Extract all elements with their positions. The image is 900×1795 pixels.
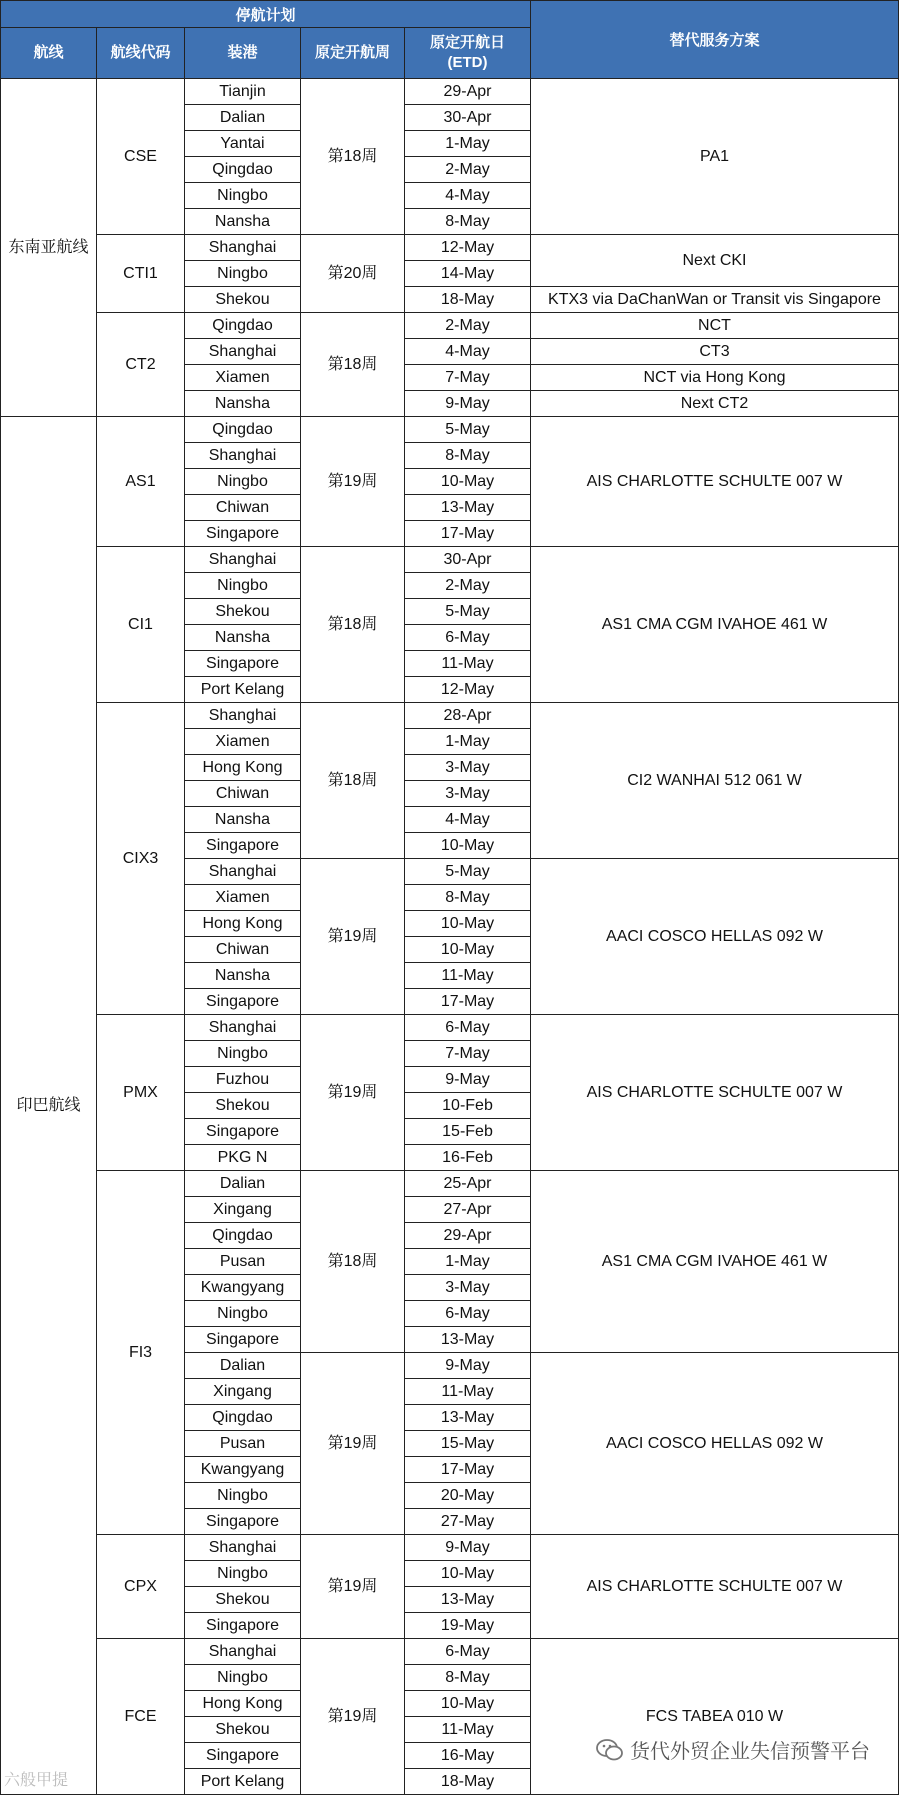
port-cell: Xiamen <box>185 729 301 755</box>
port-cell: Shekou <box>185 1717 301 1743</box>
port-cell: Nansha <box>185 391 301 417</box>
etd-cell: 27-Apr <box>405 1197 531 1223</box>
port-cell: Singapore <box>185 521 301 547</box>
port-cell: Hong Kong <box>185 1691 301 1717</box>
alt-service-cell: AIS CHARLOTTE SCHULTE 007 W <box>531 1535 899 1639</box>
port-cell: Xiamen <box>185 885 301 911</box>
alt-service-cell: NCT <box>531 313 899 339</box>
etd-cell: 13-May <box>405 495 531 521</box>
etd-cell: 11-May <box>405 1379 531 1405</box>
route-code-cell: PMX <box>97 1015 185 1171</box>
port-cell: Shanghai <box>185 703 301 729</box>
col-header-week: 原定开航周 <box>301 28 405 79</box>
col-header-port: 装港 <box>185 28 301 79</box>
etd-cell: 8-May <box>405 1665 531 1691</box>
table-row <box>1 417 899 443</box>
etd-cell: 11-May <box>405 1717 531 1743</box>
port-cell: Kwangyang <box>185 1457 301 1483</box>
route-code-cell: CI1 <box>97 547 185 703</box>
etd-cell: 4-May <box>405 183 531 209</box>
etd-cell: 27-May <box>405 1509 531 1535</box>
etd-cell: 3-May <box>405 755 531 781</box>
port-cell: Dalian <box>185 105 301 131</box>
port-cell: Nansha <box>185 625 301 651</box>
etd-cell: 2-May <box>405 157 531 183</box>
port-cell: PKG N <box>185 1145 301 1171</box>
week-cell: 第18周 <box>301 703 405 859</box>
port-cell: Singapore <box>185 1119 301 1145</box>
port-cell: Xingang <box>185 1197 301 1223</box>
etd-cell: 16-Feb <box>405 1145 531 1171</box>
etd-cell: 4-May <box>405 339 531 365</box>
alt-service-cell: CT3 <box>531 339 899 365</box>
wechat-icon <box>596 1739 624 1761</box>
route-name-cell: 印巴航线 <box>1 417 97 1795</box>
etd-cell: 2-May <box>405 573 531 599</box>
table-row <box>1 79 899 105</box>
watermark-left: 六般甲提 <box>4 1772 69 1789</box>
port-cell: Singapore <box>185 1613 301 1639</box>
week-cell: 第18周 <box>301 79 405 235</box>
table-row <box>1 1535 899 1561</box>
etd-cell: 10-May <box>405 1691 531 1717</box>
port-cell: Shanghai <box>185 235 301 261</box>
alt-service-cell: AS1 CMA CGM IVAHOE 461 W <box>531 1171 899 1353</box>
etd-cell: 17-May <box>405 989 531 1015</box>
etd-cell: 29-Apr <box>405 1223 531 1249</box>
week-cell: 第19周 <box>301 417 405 547</box>
route-code-cell: CSE <box>97 79 185 235</box>
etd-cell: 8-May <box>405 885 531 911</box>
port-cell: Singapore <box>185 1327 301 1353</box>
port-cell: Shanghai <box>185 1535 301 1561</box>
etd-cell: 17-May <box>405 1457 531 1483</box>
week-cell: 第19周 <box>301 1535 405 1639</box>
col-header-etd-line1: 原定开航日 <box>429 34 505 51</box>
port-cell: Ningbo <box>185 573 301 599</box>
port-cell: Shanghai <box>185 859 301 885</box>
alt-service-cell: AACI COSCO HELLAS 092 W <box>531 1353 899 1535</box>
etd-cell: 9-May <box>405 391 531 417</box>
etd-cell: 1-May <box>405 1249 531 1275</box>
route-code-cell: AS1 <box>97 417 185 547</box>
alt-service-cell: Next CT2 <box>531 391 899 417</box>
port-cell: Singapore <box>185 1743 301 1769</box>
alt-service-cell: KTX3 via DaChanWan or Transit vis Singapore <box>531 287 899 313</box>
route-code-cell: FI3 <box>97 1171 185 1535</box>
port-cell: Qingdao <box>185 1405 301 1431</box>
port-cell: Kwangyang <box>185 1275 301 1301</box>
alt-service-cell: PA1 <box>531 79 899 235</box>
etd-cell: 19-May <box>405 1613 531 1639</box>
port-cell: Shekou <box>185 599 301 625</box>
group-title: 停航计划 <box>1 1 531 28</box>
etd-cell: 10-May <box>405 1561 531 1587</box>
col-header-alt-service: 替代服务方案 <box>531 1 899 79</box>
col-header-route: 航线 <box>1 28 97 79</box>
etd-cell: 5-May <box>405 599 531 625</box>
port-cell: Shanghai <box>185 339 301 365</box>
port-cell: Port Kelang <box>185 677 301 703</box>
port-cell: Chiwan <box>185 781 301 807</box>
port-cell: Hong Kong <box>185 911 301 937</box>
port-cell: Shanghai <box>185 1639 301 1665</box>
alt-service-cell: FCS TABEA 010 W <box>531 1639 899 1795</box>
port-cell: Xiamen <box>185 365 301 391</box>
port-cell: Qingdao <box>185 417 301 443</box>
port-cell: Port Kelang <box>185 1769 301 1795</box>
port-cell: Tianjin <box>185 79 301 105</box>
col-header-etd <box>405 28 531 79</box>
week-cell: 第19周 <box>301 1639 405 1795</box>
etd-cell: 13-May <box>405 1587 531 1613</box>
port-cell: Chiwan <box>185 937 301 963</box>
etd-cell: 12-May <box>405 235 531 261</box>
etd-cell: 9-May <box>405 1535 531 1561</box>
alt-service-cell: CI2 WANHAI 512 061 W <box>531 703 899 859</box>
port-cell: Xingang <box>185 1379 301 1405</box>
etd-cell: 8-May <box>405 209 531 235</box>
table-row <box>1 547 899 573</box>
week-cell: 第18周 <box>301 313 405 417</box>
etd-cell: 15-Feb <box>405 1119 531 1145</box>
port-cell: Fuzhou <box>185 1067 301 1093</box>
port-cell: Nansha <box>185 963 301 989</box>
etd-cell: 6-May <box>405 1639 531 1665</box>
week-cell: 第19周 <box>301 1015 405 1171</box>
etd-cell: 10-May <box>405 833 531 859</box>
etd-cell: 6-May <box>405 1301 531 1327</box>
port-cell: Singapore <box>185 833 301 859</box>
etd-cell: 8-May <box>405 443 531 469</box>
route-name-cell: 东南亚航线 <box>1 79 97 417</box>
watermark-right-text: 货代外贸企业失信预警平台 <box>630 1741 870 1763</box>
etd-cell: 10-Feb <box>405 1093 531 1119</box>
port-cell: Shekou <box>185 1093 301 1119</box>
etd-cell: 3-May <box>405 781 531 807</box>
alt-service-cell: AACI COSCO HELLAS 092 W <box>531 859 899 1015</box>
col-header-etd-line2: (ETD) <box>447 54 488 71</box>
port-cell: Nansha <box>185 807 301 833</box>
table-body <box>1 79 899 1795</box>
etd-cell: 6-May <box>405 625 531 651</box>
port-cell: Singapore <box>185 1509 301 1535</box>
etd-cell: 4-May <box>405 807 531 833</box>
table-row <box>1 703 899 729</box>
etd-cell: 1-May <box>405 131 531 157</box>
port-cell: Qingdao <box>185 157 301 183</box>
etd-cell: 20-May <box>405 1483 531 1509</box>
etd-cell: 10-May <box>405 469 531 495</box>
alt-service-cell: Next CKI <box>531 235 899 287</box>
week-cell: 第19周 <box>301 859 405 1015</box>
week-cell: 第19周 <box>301 1353 405 1535</box>
table-row <box>1 1639 899 1665</box>
etd-cell: 2-May <box>405 313 531 339</box>
table-row <box>1 1015 899 1041</box>
port-cell: Ningbo <box>185 1483 301 1509</box>
port-cell: Pusan <box>185 1431 301 1457</box>
port-cell: Ningbo <box>185 1561 301 1587</box>
etd-cell: 18-May <box>405 1769 531 1795</box>
etd-cell: 3-May <box>405 1275 531 1301</box>
etd-cell: 28-Apr <box>405 703 531 729</box>
port-cell: Shekou <box>185 1587 301 1613</box>
port-cell: Nansha <box>185 209 301 235</box>
etd-cell: 13-May <box>405 1327 531 1353</box>
week-cell: 第18周 <box>301 547 405 703</box>
alt-service-cell: AIS CHARLOTTE SCHULTE 007 W <box>531 1015 899 1171</box>
etd-cell: 30-Apr <box>405 547 531 573</box>
port-cell: Singapore <box>185 989 301 1015</box>
etd-cell: 5-May <box>405 417 531 443</box>
etd-cell: 1-May <box>405 729 531 755</box>
week-cell: 第20周 <box>301 235 405 313</box>
alt-service-cell: NCT via Hong Kong <box>531 365 899 391</box>
week-cell: 第18周 <box>301 1171 405 1353</box>
port-cell: Dalian <box>185 1353 301 1379</box>
etd-cell: 13-May <box>405 1405 531 1431</box>
route-code-cell: CT2 <box>97 313 185 417</box>
etd-cell: 17-May <box>405 521 531 547</box>
port-cell: Ningbo <box>185 1041 301 1067</box>
etd-cell: 29-Apr <box>405 79 531 105</box>
etd-cell: 18-May <box>405 287 531 313</box>
etd-cell: 10-May <box>405 937 531 963</box>
table-row <box>1 1171 899 1197</box>
etd-cell: 25-Apr <box>405 1171 531 1197</box>
etd-cell: 14-May <box>405 261 531 287</box>
port-cell: Singapore <box>185 651 301 677</box>
etd-cell: 11-May <box>405 651 531 677</box>
etd-cell: 16-May <box>405 1743 531 1769</box>
port-cell: Shanghai <box>185 547 301 573</box>
port-cell: Ningbo <box>185 261 301 287</box>
route-code-cell: CPX <box>97 1535 185 1639</box>
watermark-right <box>596 1735 870 1764</box>
port-cell: Dalian <box>185 1171 301 1197</box>
etd-cell: 6-May <box>405 1015 531 1041</box>
etd-cell: 11-May <box>405 963 531 989</box>
port-cell: Ningbo <box>185 183 301 209</box>
route-code-cell: CTI1 <box>97 235 185 313</box>
port-cell: Shanghai <box>185 1015 301 1041</box>
etd-cell: 10-May <box>405 911 531 937</box>
port-cell: Qingdao <box>185 313 301 339</box>
route-code-cell: CIX3 <box>97 703 185 1015</box>
etd-cell: 30-Apr <box>405 105 531 131</box>
port-cell: Chiwan <box>185 495 301 521</box>
etd-cell: 15-May <box>405 1431 531 1457</box>
etd-cell: 7-May <box>405 365 531 391</box>
port-cell: Ningbo <box>185 469 301 495</box>
port-cell: Shekou <box>185 287 301 313</box>
alt-service-cell: AIS CHARLOTTE SCHULTE 007 W <box>531 417 899 547</box>
etd-cell: 9-May <box>405 1067 531 1093</box>
route-code-cell: FCE <box>97 1639 185 1795</box>
port-cell: Hong Kong <box>185 755 301 781</box>
etd-cell: 5-May <box>405 859 531 885</box>
port-cell: Yantai <box>185 131 301 157</box>
alt-service-cell: AS1 CMA CGM IVAHOE 461 W <box>531 547 899 703</box>
col-header-route-code: 航线代码 <box>97 28 185 79</box>
etd-cell: 12-May <box>405 677 531 703</box>
port-cell: Ningbo <box>185 1301 301 1327</box>
port-cell: Qingdao <box>185 1223 301 1249</box>
etd-cell: 9-May <box>405 1353 531 1379</box>
port-cell: Shanghai <box>185 443 301 469</box>
port-cell: Pusan <box>185 1249 301 1275</box>
table-row <box>1 235 899 261</box>
etd-cell: 7-May <box>405 1041 531 1067</box>
port-cell: Ningbo <box>185 1665 301 1691</box>
table-row <box>1 313 899 339</box>
